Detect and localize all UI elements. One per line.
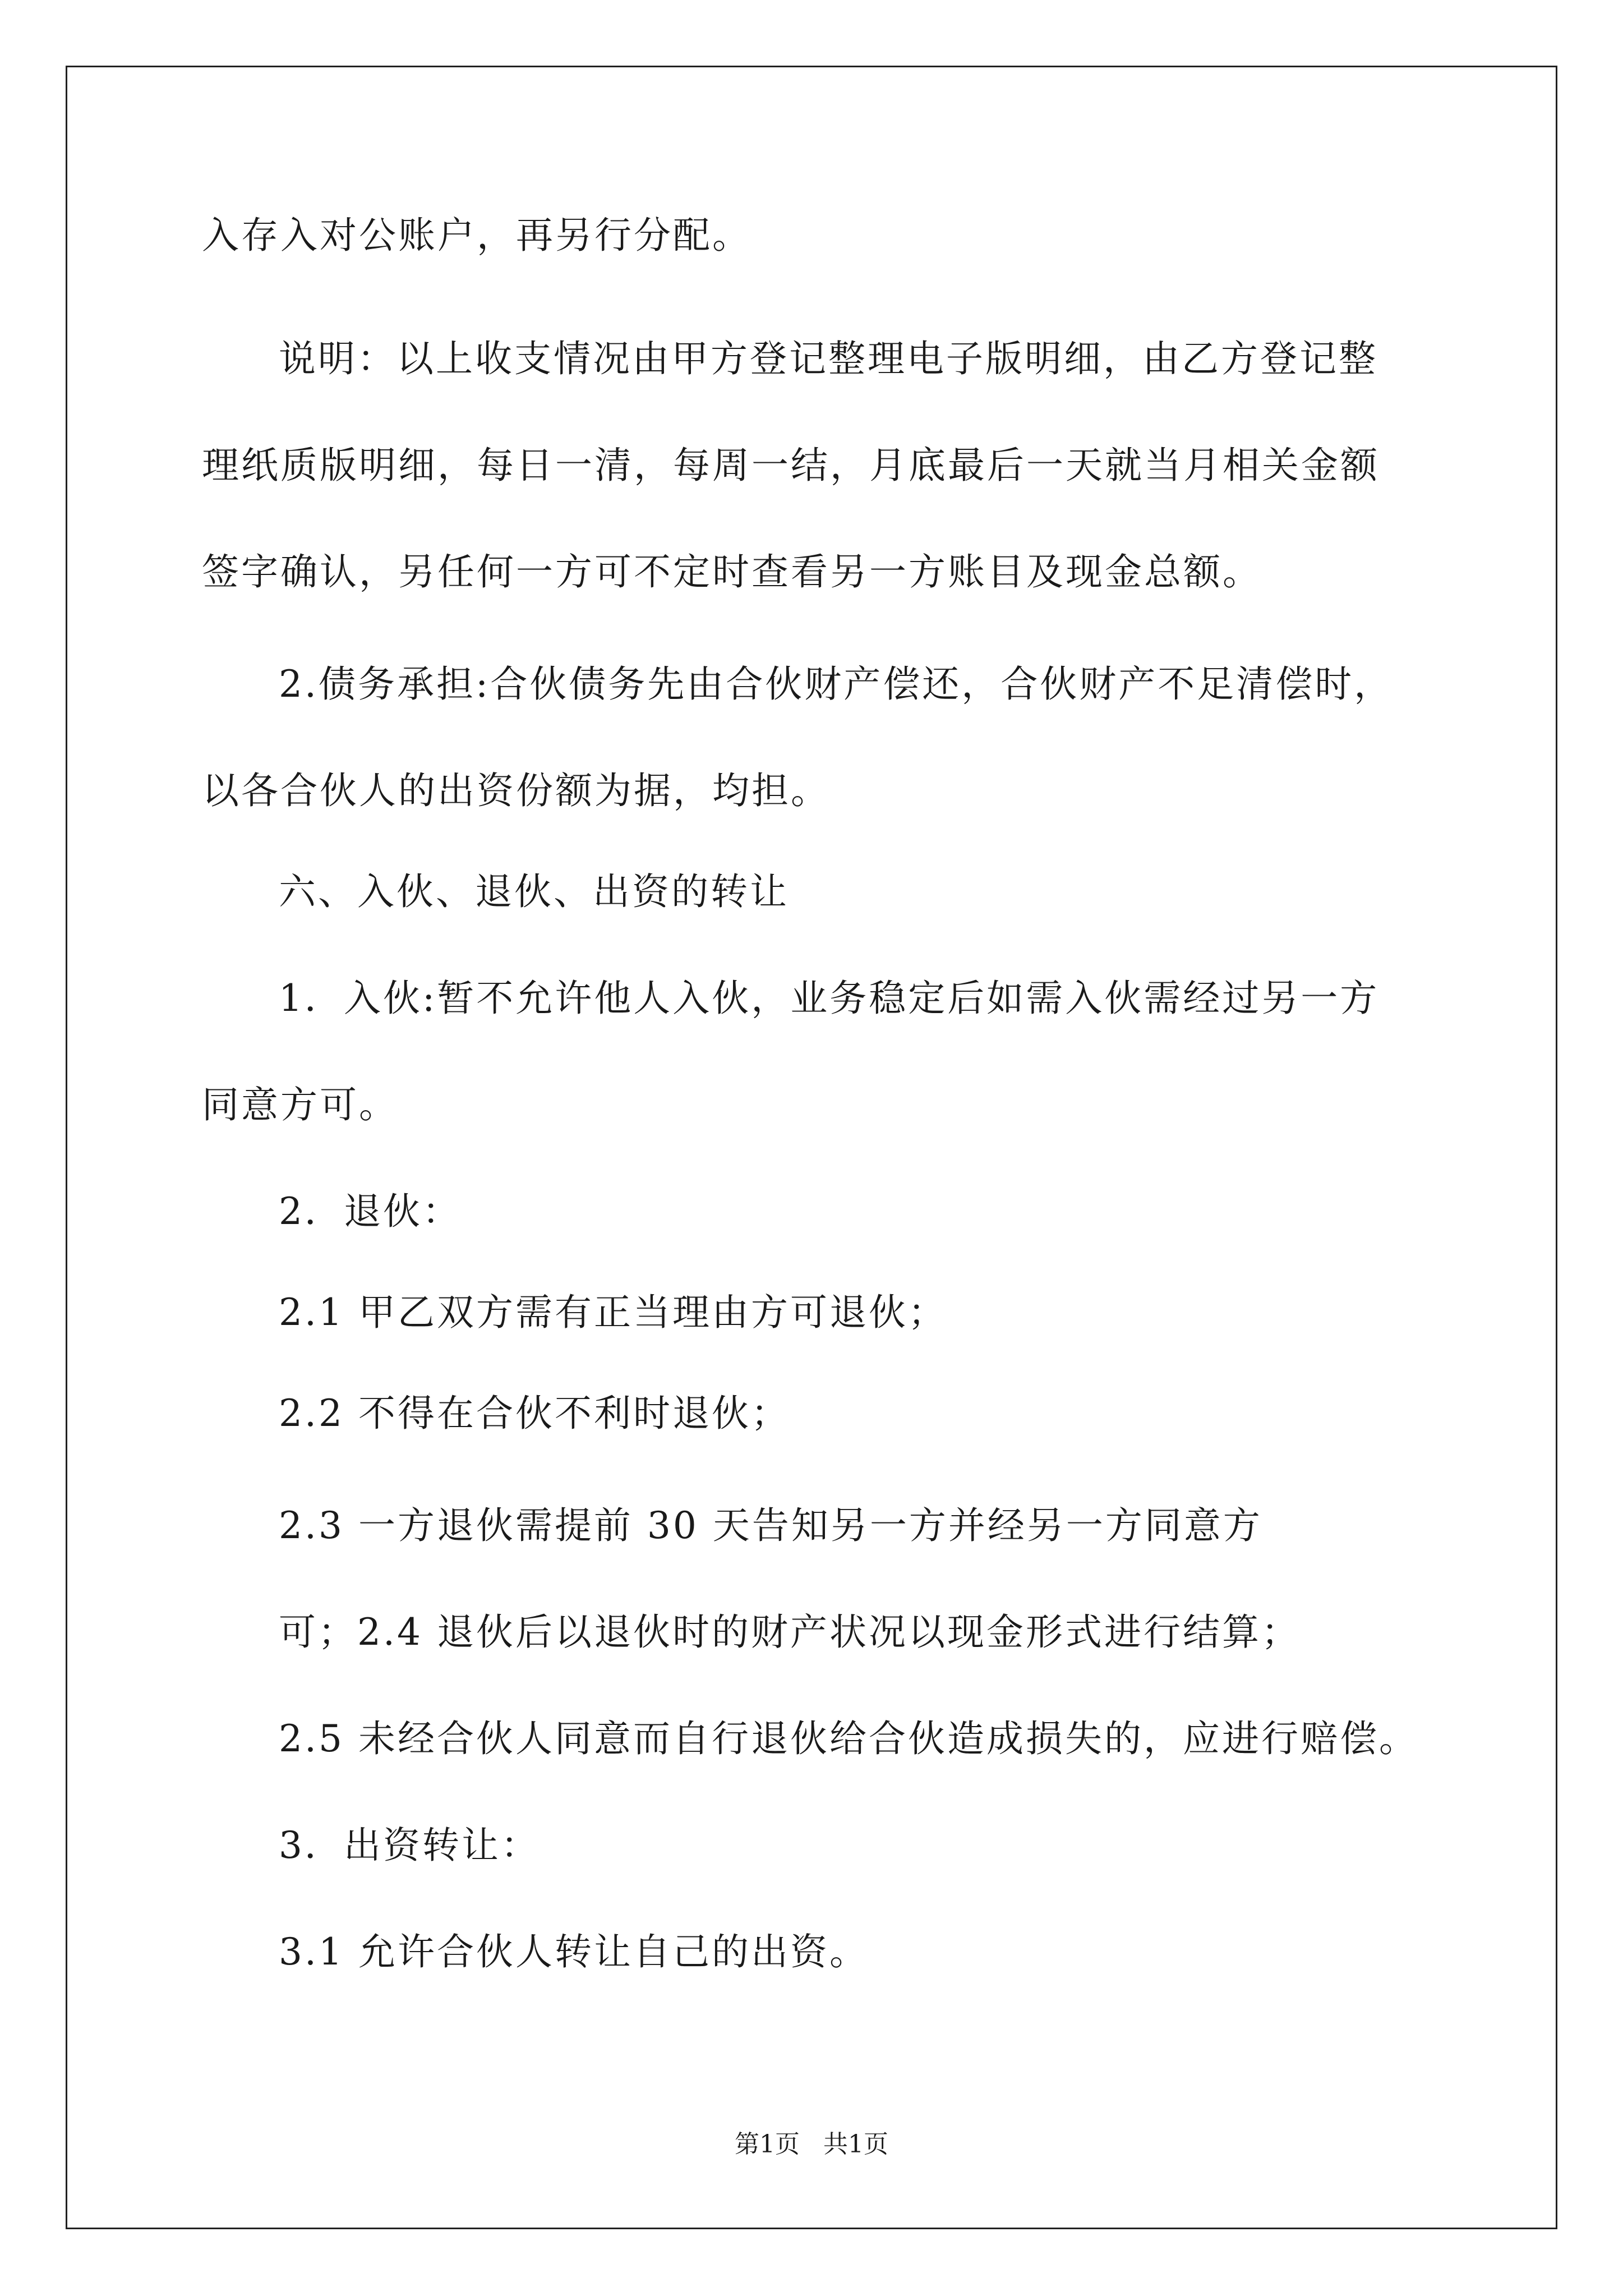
text-line-14: 可；2.4 退伙后以退伙时的财产状况以现金形式进行结算； — [279, 1611, 1301, 1654]
text-line-15: 2.5 未经合伙人同意而自行退伙给合伙造成损失的，应进行赔偿。 — [279, 1717, 1418, 1760]
text-line-3: 理纸质版明细，每日一清，每周一结，月底最后一天就当月相关金额 — [202, 444, 1380, 487]
section-heading: 六、入伙、退伙、出资的转让 — [279, 870, 789, 913]
text-line-12: 2.2 不得在合伙不利时退伙； — [279, 1392, 790, 1435]
text-line-1: 入存入对公账户，再另行分配。 — [202, 214, 751, 257]
text-line-4: 签字确认，另任何一方可不定时查看另一方账目及现金总额。 — [202, 550, 1262, 593]
text-line-13: 2.3 一方退伙需提前 30 天告知另一方并经另一方同意方 — [279, 1504, 1262, 1547]
text-line-9: 同意方可。 — [202, 1083, 398, 1126]
text-line-17: 3.1 允许合伙人转让自己的出资。 — [279, 1930, 869, 1973]
page-border — [66, 66, 1557, 2229]
text-line-10: 2．退伙： — [279, 1190, 462, 1233]
text-line-11: 2.1 甲乙双方需有正当理由方可退伙； — [279, 1291, 947, 1334]
text-line-2: 说明：以上收支情况由甲方登记整理电子版明细，由乙方登记整 — [279, 337, 1378, 380]
text-line-6: 以各合伙人的出资份额为据，均担。 — [202, 769, 830, 812]
text-line-16: 3．出资转让： — [279, 1824, 540, 1867]
text-line-8: 1．入伙:暂不允许他人入伙，业务稳定后如需入伙需经过另一方 — [279, 977, 1380, 1020]
page-footer: 第1页 共1页 — [735, 2130, 888, 2159]
text-line-5: 2.债务承担:合伙债务先由合伙财产偿还，合伙财产不足清偿时， — [279, 662, 1394, 706]
